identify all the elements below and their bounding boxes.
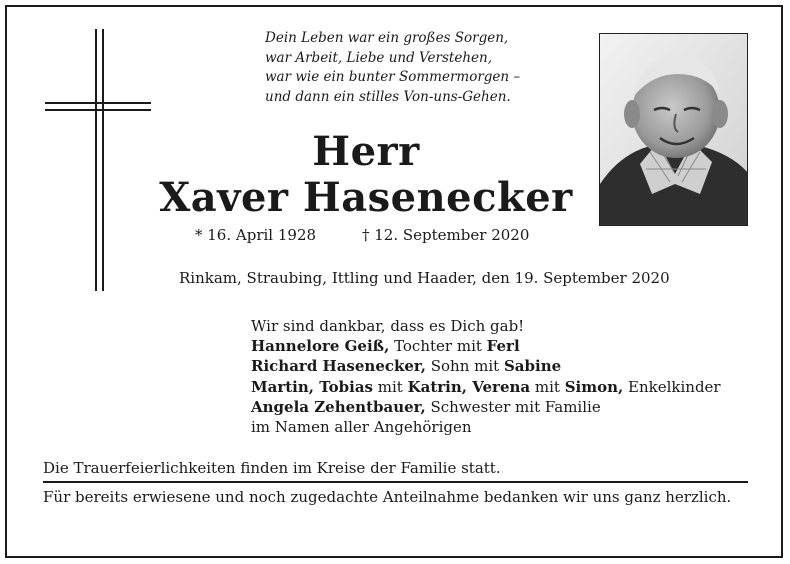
mourner-relation: Schwester mit Familie [425,397,601,416]
poem-line: und dann ein stilles Von-uns-Gehen. [265,88,511,105]
mourner-relation: mit [373,377,408,396]
mourner-name: Sabine [503,357,562,376]
mourner-name: Richard Hasenecker, [251,357,426,376]
poem-line: war wie ein bunter Sommermorgen – [265,69,521,85]
birth-date: * 16. April 1928 [195,226,317,244]
poem-line: war Arbeit, Liebe und Verstehen, [265,49,492,66]
portrait-photo [599,33,748,226]
mourner-relation: Tochter mit [389,337,487,356]
place-and-date: Rinkam, Straubing, Ittling und Haader, den 19. September 2020 [179,269,670,287]
mourner-name: Hannelore Geiß, [251,337,390,356]
mourner-relation: Enkelkinder [623,377,721,396]
mourner-name: Martin, Tobias [251,377,373,396]
salutation: Herr [312,128,420,175]
poem-line: Dein Leben war ein großes Sorgen, [265,30,509,46]
mourner-name: Ferl [486,337,520,356]
deceased-name: Xaver Hasenecker [159,174,573,221]
mourner-relation: mit [530,377,565,396]
cross-icon [45,29,151,291]
mourner-name: Angela Zehentbauer, [251,397,426,416]
mourner-name: Katrin, Verena [407,377,531,396]
mourners-list [251,316,721,437]
memorial-poem [265,29,595,107]
death-date: † 12. September 2020 [362,226,530,244]
obituary-notice [5,5,783,558]
mourner-row [251,356,721,376]
mourner-relation: Sohn mit [425,357,504,376]
mourner-name: Simon, [564,377,624,396]
deceased-title [157,129,575,221]
ceremony-note: Die Trauerfeierlichkeiten finden im Kreise der Familie statt. [43,459,501,477]
mourners-closing: im Namen aller Angehörigen [251,418,472,437]
divider [43,481,748,483]
mourners-intro: Wir sind dankbar, dass es Dich gab! [251,317,525,335]
mourner-row [251,397,721,417]
thanks-note: Für bereits erwiesene und noch zugedachte Anteilnahme bedanken wir uns ganz herzlich. [43,488,732,506]
mourner-row [251,336,721,356]
mourner-row [251,377,721,397]
